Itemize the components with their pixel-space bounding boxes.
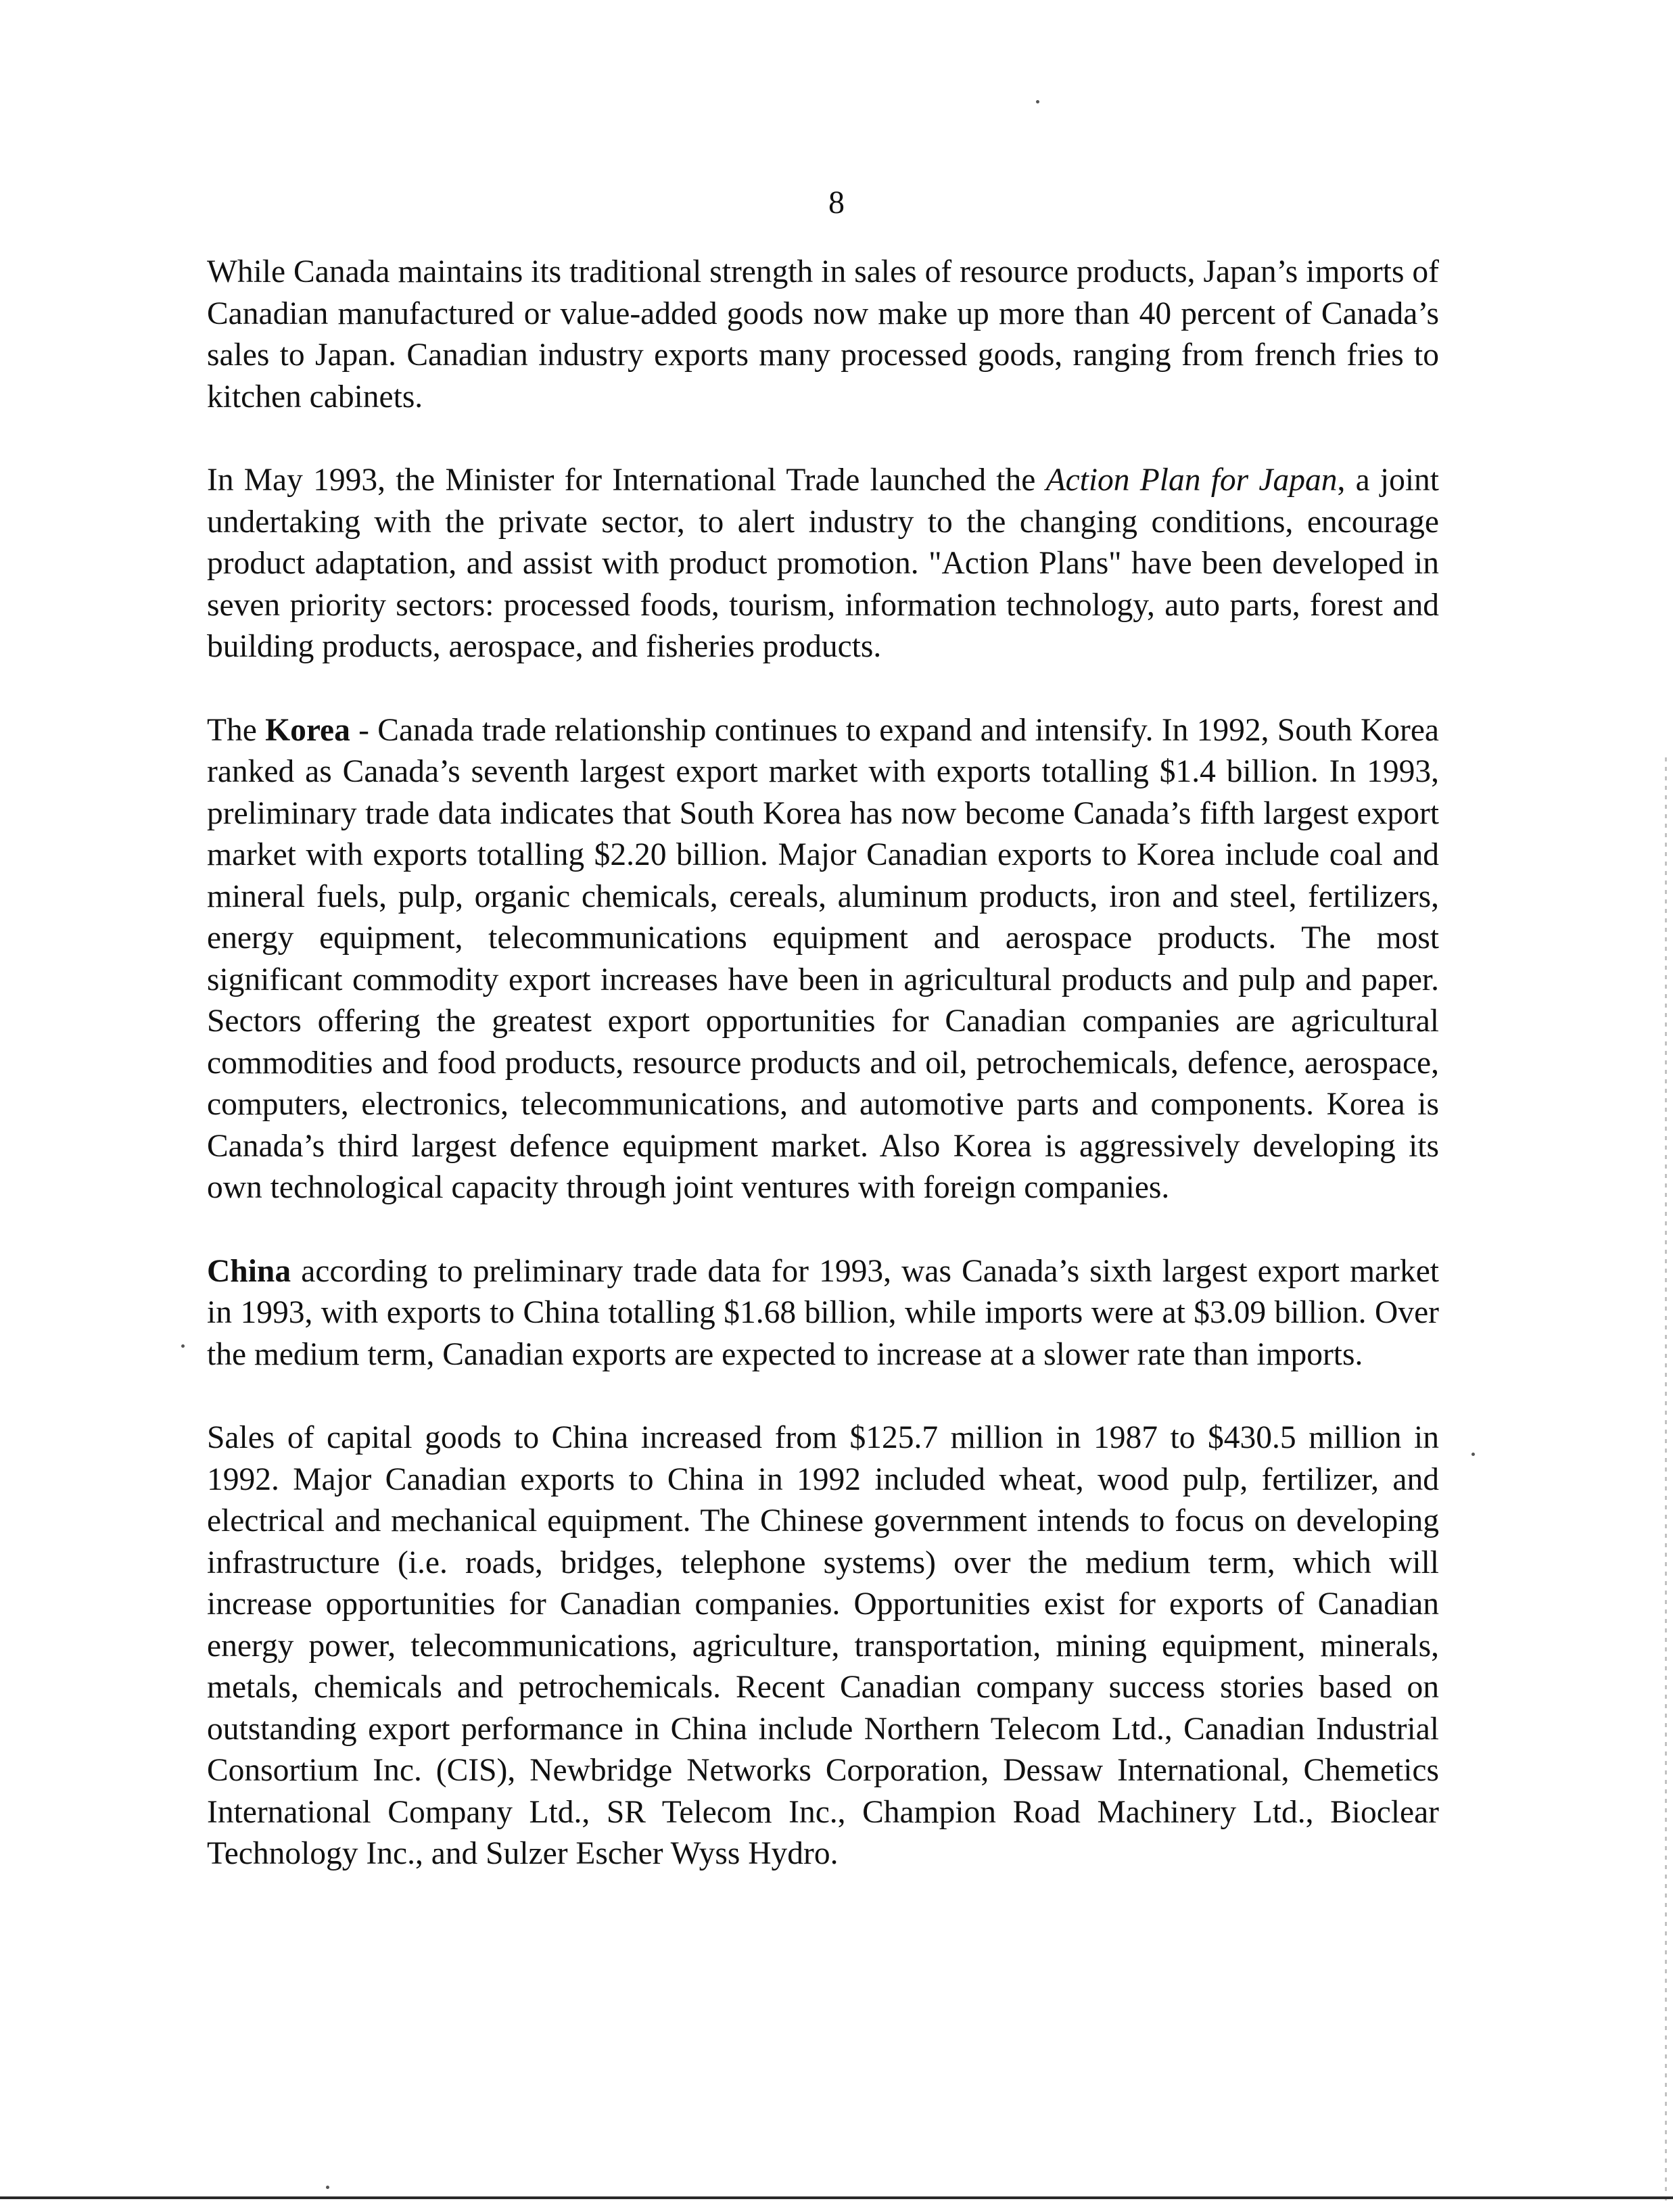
china-heading: China — [207, 1253, 291, 1289]
scan-speck — [181, 1344, 185, 1348]
paragraph-japan-exports-text: While Canada maintains its traditional strength in sales of resource products, Japan’s imports of Canadian manufactured or value-added goods now make up more than 40 percent of Canada’s sales to Japan. Canadian industry exports many processed goods, ranging from french fries to kitchen cabinets. — [207, 254, 1439, 415]
paragraph-china-capital-goods — [207, 1417, 1439, 1875]
paragraph-china-capital-goods-text: Sales of capital goods to China increased from $125.7 million in 1987 to $430.5 million in 1992. Major Canadian exports to China in 1992 included wheat, wood pulp, fertilizer, and electrical and mechanical equipment. The Chinese government intends to focus on developing infrastructure (i.e. roads, bridges, telephone systems) over the medium term, which will increase opportunities for Canadian companies. Opportunities exist for exports of Canadian energy power, telecommunications, agriculture, transportation, mining equipment, minerals, metals, chemicals and petrochemicals. Recent Canadian company success stories based on outstanding export performance in China include Northern Telecom Ltd., Canadian Industrial Consortium Inc. (CIS), Newbridge Networks Corporation, Dessaw International, Chemetics International Company Ltd., SR Telecom Inc., Champion Road Machinery Ltd., Bioclear Technology Inc., and Sulzer Escher Wyss Hydro. — [207, 1420, 1439, 1871]
korea-heading: Korea — [265, 712, 350, 748]
paragraph-china-rest: according to preliminary trade data for 1993, was Canada’s sixth largest export market in 1993, with exports to China totalling $1.68 billion, while imports were at $3.09 billion. Over the medium term, Canadian exports are expected to increase at a slower rate than imports. — [207, 1253, 1439, 1372]
scan-speck — [1471, 1453, 1475, 1456]
scan-speck — [326, 2186, 329, 2189]
paragraph-korea-rest: - Canada trade relationship continues to expand and intensify. In 1992, South Korea ranked as Canada’s seventh largest export market with exports totalling $1.4 billion. In 1993, preliminary trade data indicates that South Korea has now become Canada’s fifth largest export market with exports totalling $2.20 billion. Major Canadian exports to Korea include coal and mineral fuels, pulp, organic chemicals, cereals, aluminum products, iron and steel, fertilizers, energy equipment, telecommunications equipment and aerospace products. The most significant commodity export increases have been in agricultural products and pulp and paper. Sectors offering the greatest export opportunities for Canadian companies are agricultural commodities and food products, resource products and oil, petrochemicals, defence, aerospace, computers, electronics, telecommunications, and automotive parts and components. Korea is Canada’s third largest defence equipment market. Also Korea is aggressively developing its own technological capacity through joint ventures with foreign companies. — [207, 712, 1439, 1205]
paragraph-japan-exports — [207, 252, 1439, 418]
paragraph-action-plan — [207, 460, 1439, 668]
scan-edge-bottom — [0, 2196, 1673, 2199]
scan-edge-right — [1665, 757, 1667, 2205]
body-text — [207, 252, 1439, 1917]
scan-speck — [1036, 100, 1039, 103]
paragraph-korea — [207, 710, 1439, 1209]
paragraph-china — [207, 1251, 1439, 1376]
paragraph-action-plan-rest: , a joint undertaking with the private sector, to alert industry to the changing conditions, encourage product adaptation, and assist with product promotion. "Action Plans" have been developed in seven priority sectors: processed foods, tourism, information technology, auto parts, forest and building products, aerospace, and fisheries products. — [207, 463, 1439, 664]
page-number: 8 — [828, 185, 845, 220]
paragraph-action-plan-intro: In May 1993, the Minister for International Trade launched the — [207, 463, 1046, 498]
action-plan-title: Action Plan for Japan — [1045, 463, 1338, 498]
paragraph-korea-intro: The — [207, 712, 266, 748]
